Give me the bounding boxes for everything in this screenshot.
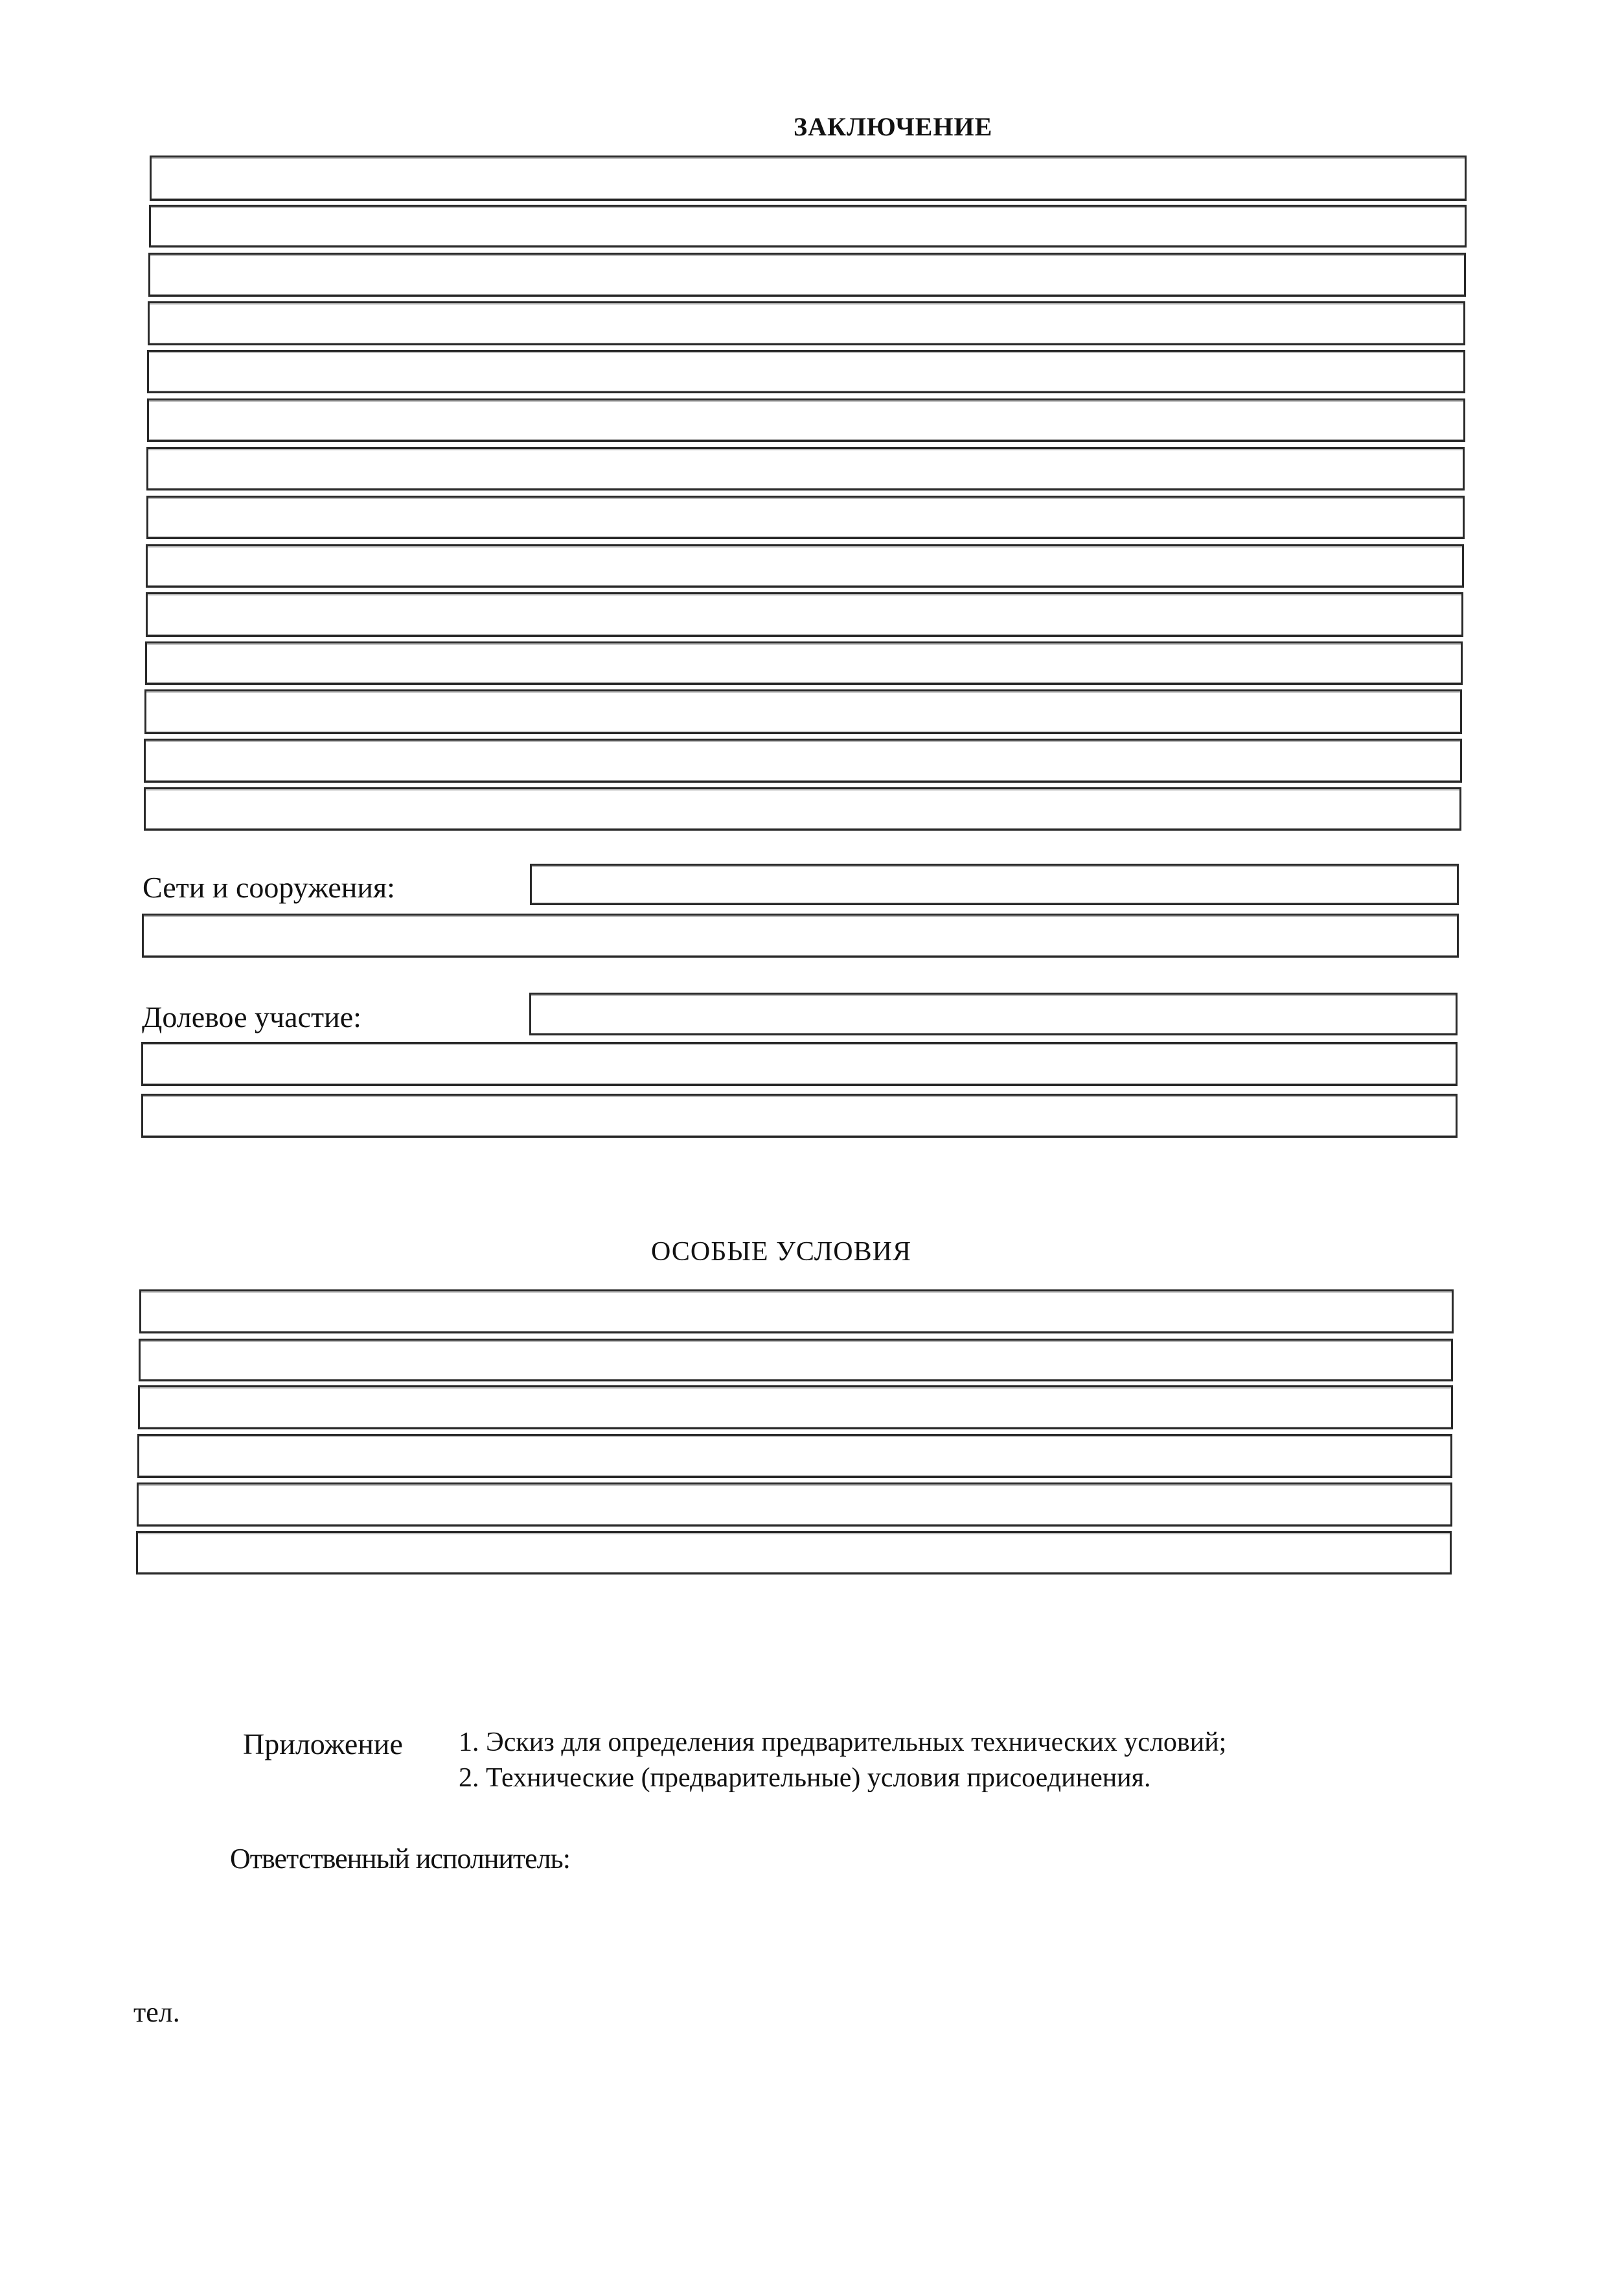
networks-field[interactable] (530, 864, 1459, 905)
conclusion-line-12[interactable] (144, 689, 1462, 734)
conclusion-line-2[interactable] (149, 205, 1467, 248)
conclusion-line-8[interactable] (146, 496, 1465, 539)
conclusion-line-6[interactable] (147, 398, 1465, 442)
share-label: Долевое участие: (142, 1000, 361, 1033)
conclusion-line-10[interactable] (146, 592, 1463, 637)
special-line-5[interactable] (137, 1482, 1452, 1527)
conclusion-line-3[interactable] (148, 253, 1466, 297)
appendix-item-2: 2. Технические (предварительные) условия присоединения. (459, 1763, 1151, 1793)
conclusion-line-11[interactable] (145, 641, 1463, 685)
phone-label: тел. (133, 1996, 180, 2028)
appendix-label: Приложение (243, 1727, 403, 1760)
networks-line-2[interactable] (142, 914, 1459, 958)
conclusion-line-7[interactable] (146, 447, 1465, 490)
conclusion-line-1[interactable] (150, 156, 1467, 201)
responsible-label: Ответственный исполнитель: (230, 1843, 570, 1874)
networks-label: Сети и сооружения: (143, 871, 395, 904)
conclusion-line-13[interactable] (144, 739, 1462, 783)
special-line-2[interactable] (139, 1339, 1453, 1381)
appendix-item-1: 1. Эскиз для определения предварительных технических условий; (459, 1727, 1227, 1757)
conclusion-title: ЗАКЛЮЧЕНИЕ (794, 112, 993, 141)
special-line-3[interactable] (138, 1385, 1453, 1429)
special-line-4[interactable] (137, 1434, 1452, 1478)
special-line-6[interactable] (136, 1531, 1452, 1575)
conclusion-line-5[interactable] (147, 350, 1465, 393)
special-line-1[interactable] (139, 1289, 1454, 1333)
share-line-2[interactable] (141, 1042, 1458, 1086)
conclusion-line-4[interactable] (148, 301, 1465, 345)
share-field[interactable] (529, 993, 1458, 1035)
conclusion-line-9[interactable] (146, 544, 1464, 588)
special-conditions-title: ОСОБЫЕ УСЛОВИЯ (651, 1237, 911, 1267)
conclusion-line-14[interactable] (144, 787, 1461, 831)
share-line-3[interactable] (141, 1094, 1458, 1138)
